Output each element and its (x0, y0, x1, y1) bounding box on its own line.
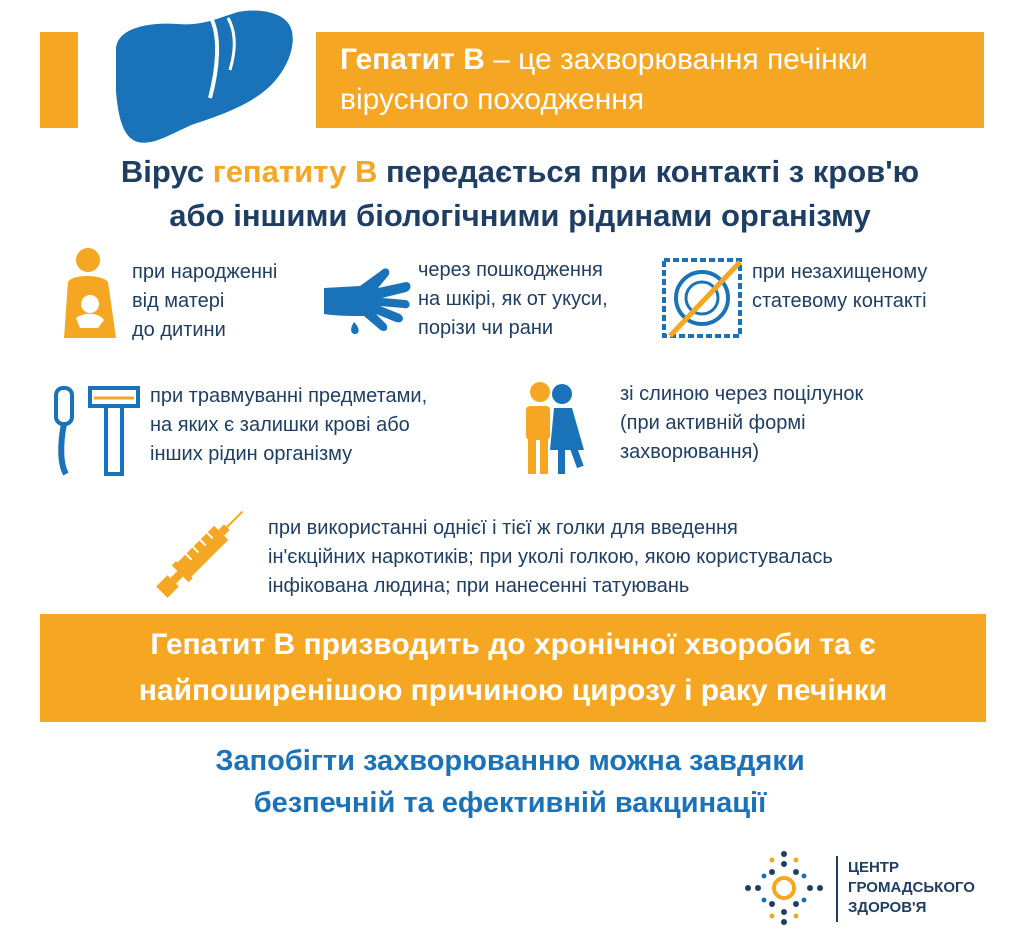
route-skin-line3: порізи чи рани (418, 317, 554, 339)
heading-accent: гепатиту В (212, 154, 378, 189)
heading-part2: передається при контакті з кров'ю (377, 154, 920, 189)
consequence-line2: найпоширенішою причиною цирозу і раку печінки (138, 674, 888, 707)
logo-divider (836, 856, 838, 922)
route-objects-line2: на яких є залишки крові або (150, 414, 410, 436)
route-needle-line2: ін'єкційних наркотиків; при уколі голкою, якою користувалась (268, 546, 833, 568)
route-needle-line3: інфікована людина; при нанесенні татуювань (268, 575, 690, 597)
prevention-line2: безпечній та ефективній вакцинації (253, 787, 767, 819)
title-box (316, 32, 984, 128)
logo-line2: ГРОМАДСЬКОГО (848, 879, 975, 896)
header-accent-bar (40, 32, 78, 128)
route-birth-text (132, 258, 277, 345)
condom-icon (660, 256, 744, 340)
route-needle-text (268, 514, 833, 601)
wounded-hand-icon (320, 262, 412, 336)
syringe-icon (150, 506, 250, 602)
route-birth-line3: до дитини (132, 319, 226, 341)
toothbrush-razor-icon (50, 384, 146, 478)
route-birth-line2: від матері (132, 290, 225, 312)
kissing-couple-icon (512, 380, 592, 476)
logo-line1: ЦЕНТР (848, 859, 899, 876)
heading-line2: або іншими біологічними рідинами організму (169, 198, 871, 233)
consequence-line1: Гепатит В призводить до хронічної хвороби та є (150, 628, 876, 661)
heading-part1: Вірус (120, 154, 213, 189)
route-saliva-text (620, 380, 863, 467)
title-line2: вірусного походження (340, 83, 645, 116)
consequence-box (40, 614, 986, 722)
logo-text (848, 858, 975, 918)
route-saliva-line3: захворювання) (620, 441, 760, 463)
route-sexual-text (752, 258, 927, 316)
route-sexual-line1: при незахищеному (752, 261, 928, 283)
route-skin-line1: через пошкодження (418, 259, 603, 281)
title-bold: Гепатит В (340, 43, 485, 76)
route-sexual-line2: статевому контакті (752, 290, 927, 312)
route-objects-text (150, 382, 427, 469)
liver-icon (108, 8, 298, 148)
route-skin-line2: на шкірі, як от укуси, (418, 288, 608, 310)
prevention-line1: Запобігти захворюванню можна завдяки (215, 745, 805, 777)
logo-line3: ЗДОРОВ'Я (848, 899, 927, 916)
route-saliva-line1: зі слиною через поцілунок (620, 383, 864, 405)
transmission-heading (60, 150, 980, 238)
route-saliva-line2: (при активній формі (620, 412, 806, 434)
public-health-center-logo-icon (742, 848, 826, 928)
route-objects-line3: інших рідин організму (150, 443, 353, 465)
prevention-text (100, 740, 920, 824)
route-skin-text (418, 256, 608, 343)
title-rest: – це захворювання печінки (484, 43, 868, 76)
route-birth-line1: при народженні (132, 261, 278, 283)
route-needle-line1: при використанні однієї і тієї ж голки для введення (268, 517, 738, 539)
mother-child-icon (58, 246, 124, 338)
route-objects-line1: при травмуванні предметами, (150, 385, 428, 407)
